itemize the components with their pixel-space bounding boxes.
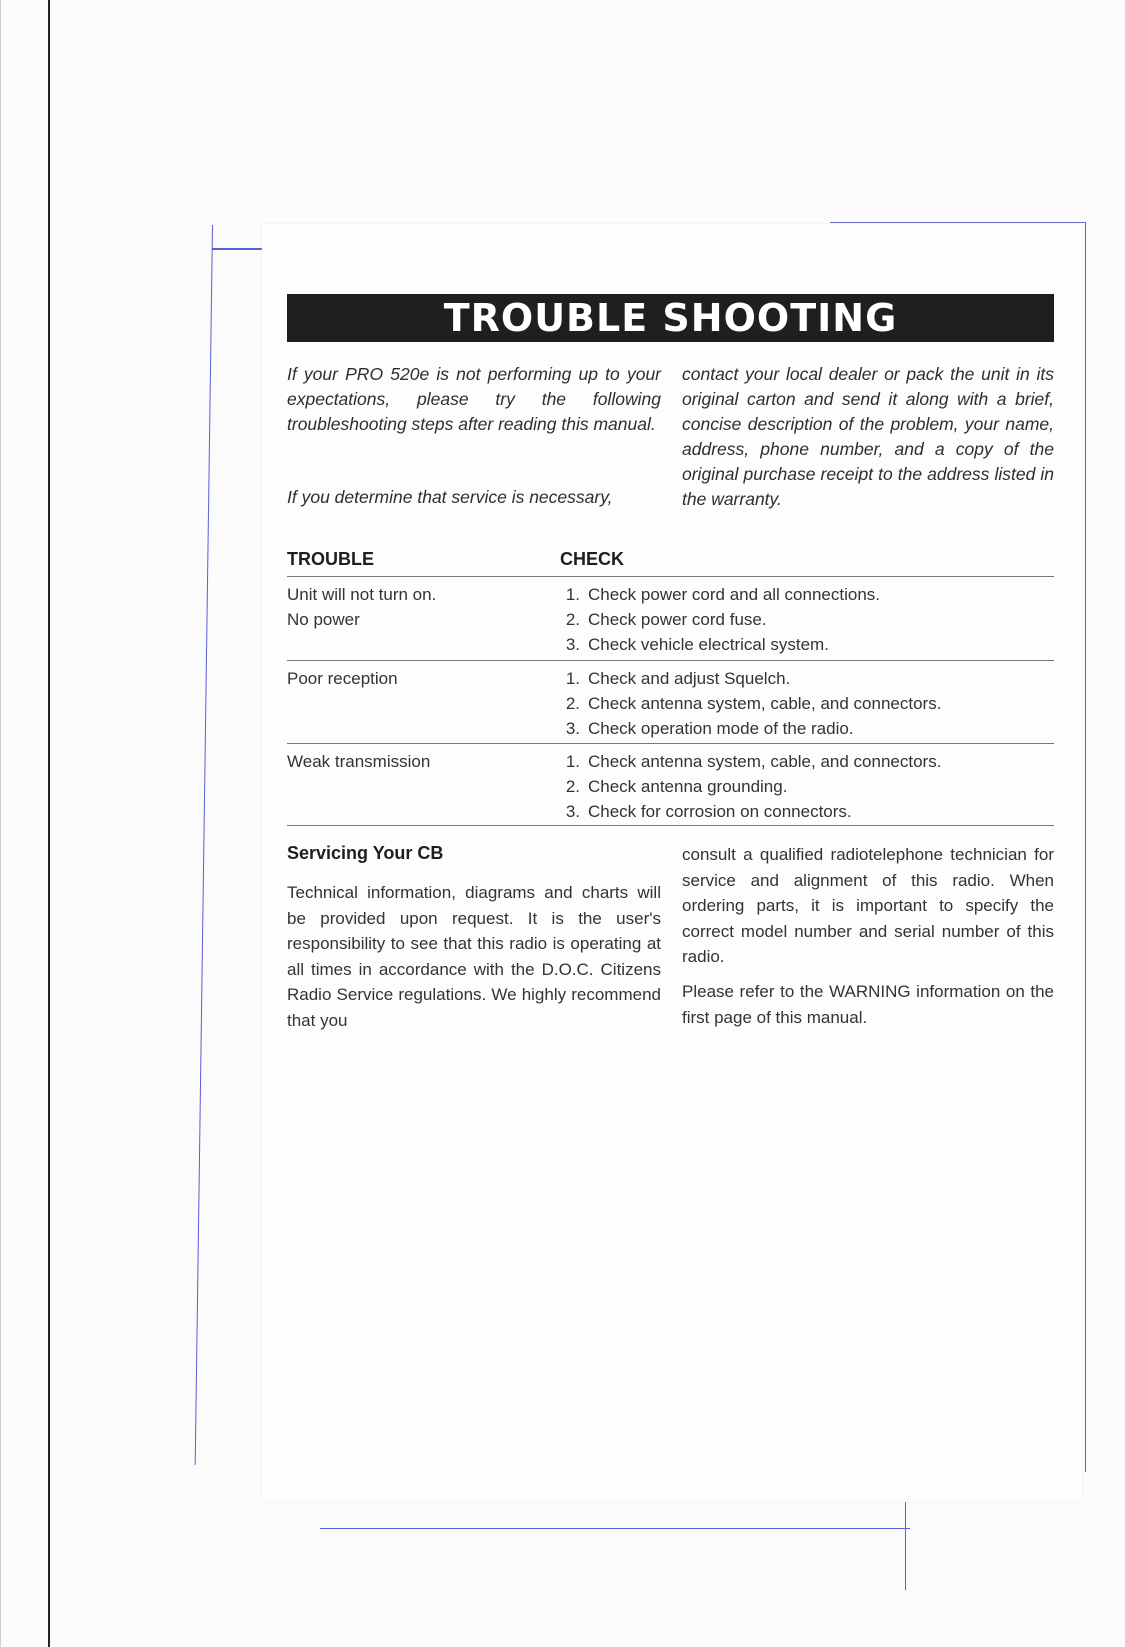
pen-outline-bottom-right: [905, 1500, 906, 1590]
check-number: 1.: [565, 585, 580, 604]
pen-outline-top-left: [212, 248, 262, 250]
check-text: Check operation mode of the radio.: [588, 719, 854, 738]
intro-right-paragraph: contact your local dealer or pack the unit in its original carton and send it along with a brief, concise description of the problem, your name, address, phone number, and a copy of the original purchase receipt to the address listed in the warranty.: [682, 364, 1054, 509]
check-number: 3.: [565, 802, 580, 821]
pen-outline-top-right: [830, 222, 1086, 223]
check-item: [553, 799, 1053, 824]
trouble-cell: Poor reception: [287, 669, 398, 688]
check-text: Check vehicle electrical system.: [588, 635, 829, 654]
check-list: [553, 749, 1053, 824]
servicing-right-paragraph-2: Please refer to the WARNING information on the first page of this manual.: [682, 982, 1054, 1027]
check-column-header: CHECK: [560, 549, 625, 569]
check-item: [553, 582, 1053, 607]
trouble-cell: Weak transmission: [287, 752, 431, 771]
scan-binding-edge: [48, 0, 50, 1647]
row-divider: [287, 743, 1054, 744]
check-number: 1.: [565, 669, 580, 688]
trouble-cell: Unit will not turn on. No power: [287, 585, 437, 629]
pen-outline-right: [1085, 222, 1086, 1472]
check-item: [553, 749, 1053, 774]
trouble-column-header: TROUBLE: [287, 549, 374, 569]
check-list: [553, 666, 1053, 741]
row-divider: [287, 660, 1054, 661]
check-number: 1.: [565, 752, 580, 771]
check-list: [553, 582, 1053, 657]
check-number: 2.: [565, 610, 580, 629]
check-item: [553, 691, 1053, 716]
check-text: Check for corrosion on connectors.: [588, 802, 852, 821]
scan-page-edge: [0, 0, 1, 1647]
check-number: 2.: [565, 694, 580, 713]
check-text: Check power cord fuse.: [588, 610, 767, 629]
check-text: Check antenna grounding.: [588, 777, 788, 796]
check-item: [553, 716, 1053, 741]
table-bottom-divider: [287, 825, 1054, 826]
pen-outline-bottom: [320, 1528, 910, 1529]
check-number: 3.: [565, 719, 580, 738]
check-number: 3.: [565, 635, 580, 654]
check-text: Check power cord and all connections.: [588, 585, 880, 604]
intro-left-paragraph-2: If you determine that service is necessary,: [287, 487, 613, 507]
servicing-right-paragraph-1: consult a qualified radiotelephone technician for service and alignment of this radio. When ordering parts, it is important to specify the correct model number and serial number of this radio.: [682, 845, 1054, 966]
check-text: Check antenna system, cable, and connectors.: [588, 694, 942, 713]
check-text: Check and adjust Squelch.: [588, 669, 791, 688]
check-text: Check antenna system, cable, and connectors.: [588, 752, 942, 771]
pen-outline-left: [195, 225, 213, 1465]
page-title: TROUBLE SHOOTING: [287, 294, 1054, 342]
check-item: [553, 666, 1053, 691]
intro-left-paragraph-1: If your PRO 520e is not performing up to your expectations, please try the following troubleshooting steps after reading this manual.: [287, 364, 661, 434]
check-item: [553, 632, 1053, 657]
check-number: 2.: [565, 777, 580, 796]
servicing-heading: Servicing Your CB: [287, 843, 444, 863]
header-divider: [287, 576, 1054, 577]
check-item: [553, 607, 1053, 632]
check-item: [553, 774, 1053, 799]
servicing-left-paragraph: Technical information, diagrams and charts will be provided upon request. It is the user's responsibility to see that this radio is operating at all times in accordance with the D.O.C. Citizens Radio Service regulations. We highly recommend that you: [287, 883, 661, 1030]
